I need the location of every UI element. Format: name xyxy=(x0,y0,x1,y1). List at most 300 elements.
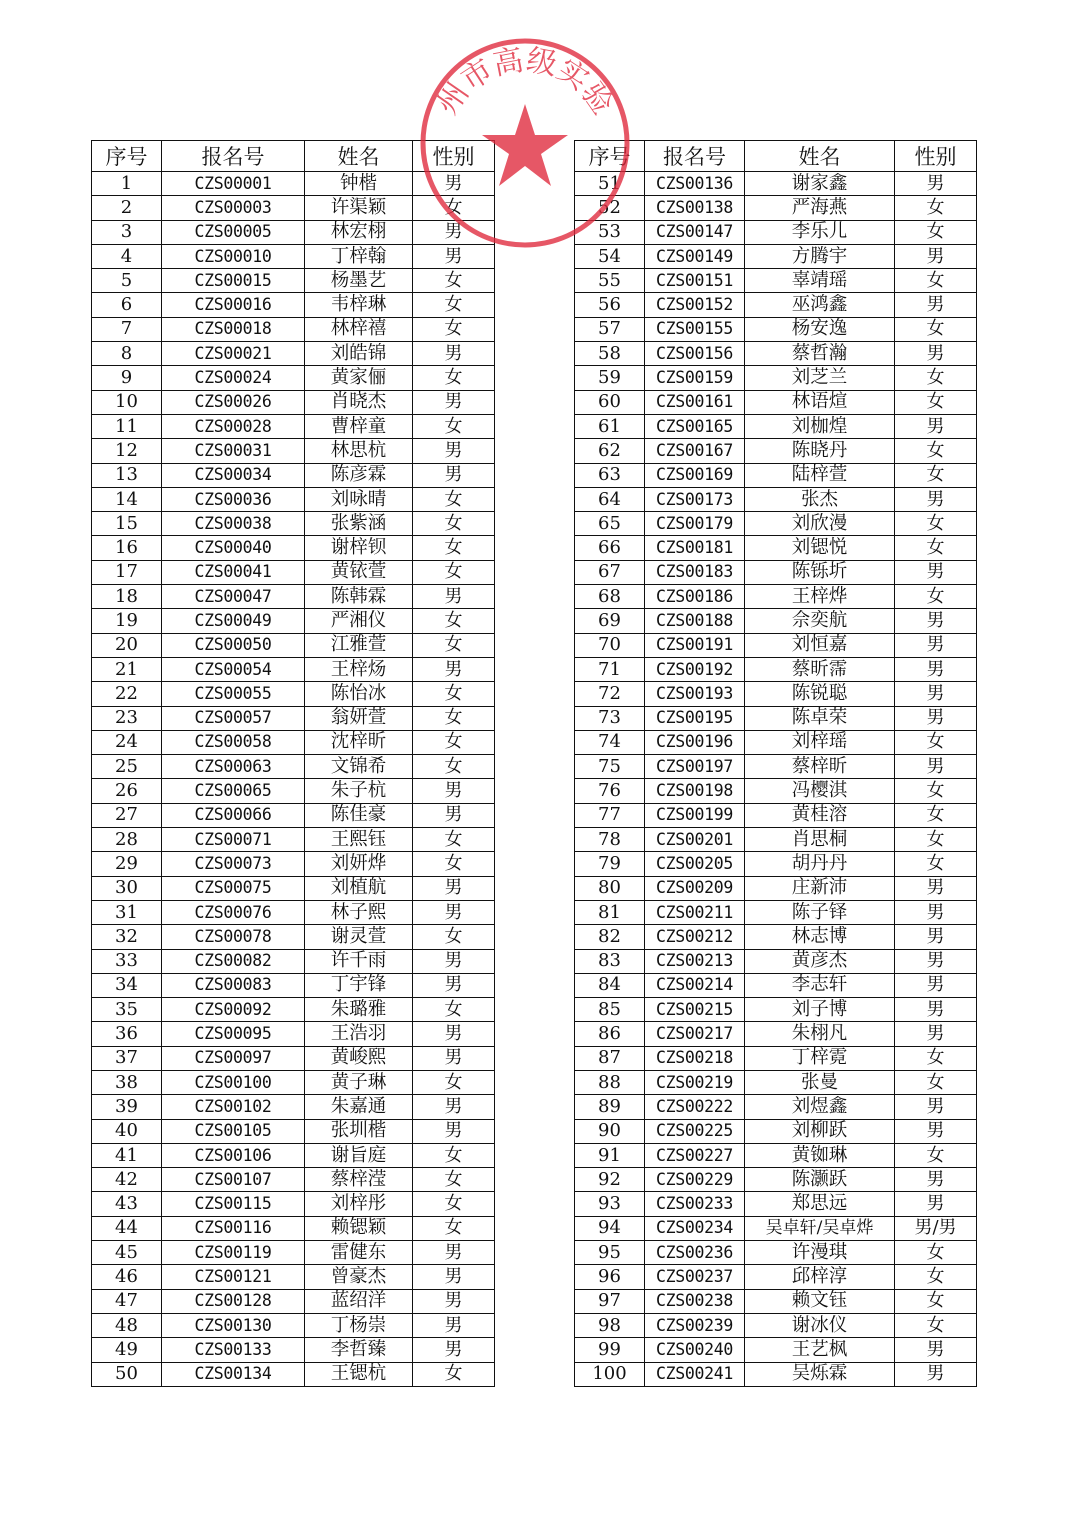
row-index: 24 xyxy=(92,730,162,754)
row-index: 74 xyxy=(575,730,645,754)
row-gender: 女 xyxy=(413,1192,495,1216)
row-index: 72 xyxy=(575,682,645,706)
row-gender: 女 xyxy=(895,779,977,803)
table-row xyxy=(92,730,495,754)
row-registration-no: CZS00097 xyxy=(162,1046,305,1070)
row-gender: 男 xyxy=(895,293,977,317)
row-index: 25 xyxy=(92,755,162,779)
table-row xyxy=(92,560,495,584)
row-gender: 女 xyxy=(413,852,495,876)
row-gender: 男 xyxy=(413,803,495,827)
row-name: 陈晓丹 xyxy=(745,439,895,463)
table-row xyxy=(92,609,495,633)
row-name: 王熙钰 xyxy=(305,828,413,852)
row-name: 林子熙 xyxy=(305,900,413,924)
table-row xyxy=(92,1289,495,1313)
table-row xyxy=(92,973,495,997)
row-index: 88 xyxy=(575,1070,645,1094)
table-row xyxy=(575,779,977,803)
row-index: 85 xyxy=(575,998,645,1022)
row-name: 黄峻熙 xyxy=(305,1046,413,1070)
row-index: 55 xyxy=(575,269,645,293)
row-gender: 女 xyxy=(895,463,977,487)
row-gender: 男 xyxy=(895,998,977,1022)
row-registration-no: CZS00183 xyxy=(645,560,745,584)
row-index: 18 xyxy=(92,585,162,609)
row-gender: 男 xyxy=(895,172,977,196)
row-gender: 女 xyxy=(413,609,495,633)
table-row xyxy=(575,1192,977,1216)
table-row xyxy=(92,317,495,341)
table-row xyxy=(92,1046,495,1070)
row-name: 陈灏跃 xyxy=(745,1168,895,1192)
row-name: 杨安逸 xyxy=(745,317,895,341)
row-name: 肖晓杰 xyxy=(305,390,413,414)
table-row xyxy=(92,342,495,366)
table-row xyxy=(92,196,495,220)
row-gender: 男 xyxy=(895,560,977,584)
row-name: 方腾宇 xyxy=(745,244,895,268)
table-row xyxy=(575,609,977,633)
row-index: 78 xyxy=(575,828,645,852)
table-row xyxy=(92,925,495,949)
row-registration-no: CZS00155 xyxy=(645,317,745,341)
table-row xyxy=(92,682,495,706)
row-name: 严海燕 xyxy=(745,196,895,220)
row-gender: 男 xyxy=(413,973,495,997)
row-registration-no: CZS00134 xyxy=(162,1362,305,1386)
header-gender: 性别 xyxy=(895,141,977,172)
row-gender: 男 xyxy=(895,900,977,924)
row-registration-no: CZS00058 xyxy=(162,730,305,754)
row-name: 韦梓琳 xyxy=(305,293,413,317)
row-registration-no: CZS00105 xyxy=(162,1119,305,1143)
row-registration-no: CZS00116 xyxy=(162,1216,305,1240)
row-name: 谢旨庭 xyxy=(305,1143,413,1167)
row-name: 张曼 xyxy=(745,1070,895,1094)
row-index: 92 xyxy=(575,1168,645,1192)
row-name: 丁梓霓 xyxy=(745,1046,895,1070)
row-index: 81 xyxy=(575,900,645,924)
table-row xyxy=(575,342,977,366)
row-name: 陈卓荣 xyxy=(745,706,895,730)
row-index: 10 xyxy=(92,390,162,414)
table-row xyxy=(575,1022,977,1046)
row-name: 林梓禧 xyxy=(305,317,413,341)
table-row xyxy=(92,1216,495,1240)
row-gender: 女 xyxy=(413,706,495,730)
row-registration-no: CZS00167 xyxy=(645,439,745,463)
row-name: 丁梓翰 xyxy=(305,244,413,268)
table-row xyxy=(575,317,977,341)
row-name: 林志博 xyxy=(745,925,895,949)
table-row xyxy=(575,706,977,730)
row-gender: 女 xyxy=(413,414,495,438)
row-index: 69 xyxy=(575,609,645,633)
row-gender: 女 xyxy=(895,269,977,293)
table-row xyxy=(575,390,977,414)
row-registration-no: CZS00152 xyxy=(645,293,745,317)
row-registration-no: CZS00239 xyxy=(645,1313,745,1337)
row-index: 90 xyxy=(575,1119,645,1143)
table-row xyxy=(575,560,977,584)
row-gender: 男 xyxy=(413,390,495,414)
table-row xyxy=(575,1143,977,1167)
table-row xyxy=(575,682,977,706)
row-registration-no: CZS00151 xyxy=(645,269,745,293)
row-gender: 女 xyxy=(413,536,495,560)
row-registration-no: CZS00193 xyxy=(645,682,745,706)
row-gender: 男 xyxy=(895,657,977,681)
row-registration-no: CZS00225 xyxy=(645,1119,745,1143)
row-index: 50 xyxy=(92,1362,162,1386)
row-registration-no: CZS00003 xyxy=(162,196,305,220)
row-registration-no: CZS00107 xyxy=(162,1168,305,1192)
table-row xyxy=(575,172,977,196)
row-gender: 男 xyxy=(895,1192,977,1216)
row-name: 刘锶悦 xyxy=(745,536,895,560)
table-row xyxy=(575,876,977,900)
row-index: 58 xyxy=(575,342,645,366)
row-name: 蔡哲瀚 xyxy=(745,342,895,366)
row-index: 37 xyxy=(92,1046,162,1070)
row-registration-no: CZS00219 xyxy=(645,1070,745,1094)
row-index: 98 xyxy=(575,1313,645,1337)
row-registration-no: CZS00161 xyxy=(645,390,745,414)
row-gender: 女 xyxy=(413,925,495,949)
row-registration-no: CZS00128 xyxy=(162,1289,305,1313)
row-name: 刘咏晴 xyxy=(305,487,413,511)
row-gender: 女 xyxy=(895,366,977,390)
table-row xyxy=(92,1313,495,1337)
row-gender: 男 xyxy=(895,925,977,949)
row-index: 30 xyxy=(92,876,162,900)
row-name: 张杰 xyxy=(745,487,895,511)
table-row xyxy=(92,269,495,293)
row-registration-no: CZS00015 xyxy=(162,269,305,293)
table-row xyxy=(575,1265,977,1289)
row-registration-no: CZS00199 xyxy=(645,803,745,827)
table-row xyxy=(575,949,977,973)
row-index: 77 xyxy=(575,803,645,827)
row-gender: 男 xyxy=(413,876,495,900)
header-gender: 性别 xyxy=(413,141,495,172)
row-name: 刘柳跃 xyxy=(745,1119,895,1143)
table-row xyxy=(92,1338,495,1362)
row-name: 黄子琳 xyxy=(305,1070,413,1094)
table-row xyxy=(92,755,495,779)
row-index: 7 xyxy=(92,317,162,341)
row-name: 刘芝兰 xyxy=(745,366,895,390)
row-name: 黄桂溶 xyxy=(745,803,895,827)
row-index: 16 xyxy=(92,536,162,560)
row-registration-no: CZS00071 xyxy=(162,828,305,852)
row-name: 刘恒嘉 xyxy=(745,633,895,657)
row-gender: 女 xyxy=(895,1070,977,1094)
row-gender: 女 xyxy=(895,390,977,414)
table-row xyxy=(92,439,495,463)
table-row xyxy=(575,1216,977,1240)
table-row xyxy=(575,973,977,997)
row-name: 林语煊 xyxy=(745,390,895,414)
table-row xyxy=(92,1095,495,1119)
row-index: 1 xyxy=(92,172,162,196)
table-row xyxy=(575,900,977,924)
row-index: 62 xyxy=(575,439,645,463)
row-registration-no: CZS00021 xyxy=(162,342,305,366)
row-name: 许漫琪 xyxy=(745,1241,895,1265)
row-registration-no: CZS00136 xyxy=(645,172,745,196)
row-registration-no: CZS00092 xyxy=(162,998,305,1022)
row-gender: 女 xyxy=(895,220,977,244)
row-index: 46 xyxy=(92,1265,162,1289)
row-registration-no: CZS00041 xyxy=(162,560,305,584)
row-registration-no: CZS00102 xyxy=(162,1095,305,1119)
row-registration-no: CZS00031 xyxy=(162,439,305,463)
row-gender: 女 xyxy=(413,1143,495,1167)
row-name: 朱嘉通 xyxy=(305,1095,413,1119)
row-registration-no: CZS00156 xyxy=(645,342,745,366)
row-index: 71 xyxy=(575,657,645,681)
table-row xyxy=(92,1119,495,1143)
row-index: 11 xyxy=(92,414,162,438)
row-index: 23 xyxy=(92,706,162,730)
table-row xyxy=(92,487,495,511)
row-index: 68 xyxy=(575,585,645,609)
row-index: 64 xyxy=(575,487,645,511)
row-name: 杨墨艺 xyxy=(305,269,413,293)
row-name: 佘奕航 xyxy=(745,609,895,633)
row-registration-no: CZS00073 xyxy=(162,852,305,876)
row-gender: 男 xyxy=(895,973,977,997)
row-gender: 女 xyxy=(413,512,495,536)
row-name: 王锶杭 xyxy=(305,1362,413,1386)
row-registration-no: CZS00233 xyxy=(645,1192,745,1216)
table-row xyxy=(92,244,495,268)
row-index: 60 xyxy=(575,390,645,414)
row-index: 82 xyxy=(575,925,645,949)
row-registration-no: CZS00130 xyxy=(162,1313,305,1337)
row-index: 65 xyxy=(575,512,645,536)
registration-table-left xyxy=(91,140,495,1387)
row-index: 87 xyxy=(575,1046,645,1070)
row-gender: 女 xyxy=(413,366,495,390)
row-registration-no: CZS00173 xyxy=(645,487,745,511)
row-registration-no: CZS00095 xyxy=(162,1022,305,1046)
row-gender: 男 xyxy=(895,1119,977,1143)
row-index: 33 xyxy=(92,949,162,973)
row-registration-no: CZS00186 xyxy=(645,585,745,609)
row-gender: 男 xyxy=(413,1046,495,1070)
row-registration-no: CZS00115 xyxy=(162,1192,305,1216)
row-index: 95 xyxy=(575,1241,645,1265)
row-index: 13 xyxy=(92,463,162,487)
table-row xyxy=(575,439,977,463)
row-registration-no: CZS00198 xyxy=(645,779,745,803)
row-registration-no: CZS00237 xyxy=(645,1265,745,1289)
row-index: 75 xyxy=(575,755,645,779)
table-row xyxy=(92,1192,495,1216)
row-name: 刘妍烨 xyxy=(305,852,413,876)
row-name: 谢灵萱 xyxy=(305,925,413,949)
table-row xyxy=(575,925,977,949)
row-index: 26 xyxy=(92,779,162,803)
row-gender: 男 xyxy=(413,779,495,803)
row-name: 谢冰仪 xyxy=(745,1313,895,1337)
row-gender: 女 xyxy=(413,998,495,1022)
table-row xyxy=(92,633,495,657)
table-row xyxy=(92,1143,495,1167)
row-name: 蔡昕霈 xyxy=(745,657,895,681)
row-name: 陈彦霖 xyxy=(305,463,413,487)
table-row xyxy=(92,1070,495,1094)
row-gender: 女 xyxy=(895,585,977,609)
row-name: 朱子杭 xyxy=(305,779,413,803)
row-registration-no: CZS00119 xyxy=(162,1241,305,1265)
row-name: 雷健东 xyxy=(305,1241,413,1265)
table-row xyxy=(92,1362,495,1386)
row-name: 胡丹丹 xyxy=(745,852,895,876)
registration-table-right xyxy=(574,140,977,1387)
row-registration-no: CZS00214 xyxy=(645,973,745,997)
row-gender: 男 xyxy=(895,609,977,633)
row-gender: 男 xyxy=(895,342,977,366)
row-index: 14 xyxy=(92,487,162,511)
table-row xyxy=(575,366,977,390)
table-row xyxy=(92,1241,495,1265)
row-name: 黄铱萱 xyxy=(305,560,413,584)
row-registration-no: CZS00038 xyxy=(162,512,305,536)
row-gender: 女 xyxy=(413,828,495,852)
table-row xyxy=(92,949,495,973)
row-name: 王艺枫 xyxy=(745,1338,895,1362)
row-name: 张圳楷 xyxy=(305,1119,413,1143)
row-registration-no: CZS00149 xyxy=(645,244,745,268)
row-gender: 女 xyxy=(895,1143,977,1167)
row-gender: 男 xyxy=(413,1119,495,1143)
row-name: 刘植航 xyxy=(305,876,413,900)
row-registration-no: CZS00066 xyxy=(162,803,305,827)
row-registration-no: CZS00222 xyxy=(645,1095,745,1119)
row-registration-no: CZS00063 xyxy=(162,755,305,779)
row-gender: 男 xyxy=(413,244,495,268)
row-registration-no: CZS00217 xyxy=(645,1022,745,1046)
row-name: 王梓炀 xyxy=(305,657,413,681)
row-index: 99 xyxy=(575,1338,645,1362)
row-index: 47 xyxy=(92,1289,162,1313)
row-name: 肖思桐 xyxy=(745,828,895,852)
row-registration-no: CZS00213 xyxy=(645,949,745,973)
table-row xyxy=(575,828,977,852)
row-gender: 女 xyxy=(413,317,495,341)
header-index: 序号 xyxy=(575,141,645,172)
header-name: 姓名 xyxy=(745,141,895,172)
table-row xyxy=(92,293,495,317)
row-gender: 女 xyxy=(895,803,977,827)
row-index: 29 xyxy=(92,852,162,876)
table-row xyxy=(92,172,495,196)
row-index: 28 xyxy=(92,828,162,852)
row-index: 5 xyxy=(92,269,162,293)
row-gender: 女 xyxy=(895,196,977,220)
row-gender: 男 xyxy=(413,657,495,681)
row-registration-no: CZS00057 xyxy=(162,706,305,730)
row-index: 44 xyxy=(92,1216,162,1240)
row-name: 李志轩 xyxy=(745,973,895,997)
row-name: 蔡梓昕 xyxy=(745,755,895,779)
row-gender: 女 xyxy=(413,1362,495,1386)
row-registration-no: CZS00138 xyxy=(645,196,745,220)
row-name: 巫鸿鑫 xyxy=(745,293,895,317)
row-gender: 女 xyxy=(413,1216,495,1240)
row-name: 黄彦杰 xyxy=(745,949,895,973)
row-name: 吴烁霖 xyxy=(745,1362,895,1386)
row-gender: 男 xyxy=(413,463,495,487)
row-gender: 女 xyxy=(413,755,495,779)
row-gender: 男 xyxy=(413,220,495,244)
row-name: 刘枷煌 xyxy=(745,414,895,438)
row-registration-no: CZS00196 xyxy=(645,730,745,754)
row-index: 31 xyxy=(92,900,162,924)
row-gender: 女 xyxy=(413,269,495,293)
table-row xyxy=(92,657,495,681)
table-header-row xyxy=(575,141,977,172)
row-registration-no: CZS00197 xyxy=(645,755,745,779)
row-index: 9 xyxy=(92,366,162,390)
row-name: 沈梓昕 xyxy=(305,730,413,754)
row-name: 刘梓瑶 xyxy=(745,730,895,754)
table-row xyxy=(575,585,977,609)
row-index: 73 xyxy=(575,706,645,730)
row-gender: 男 xyxy=(895,1338,977,1362)
row-gender: 男 xyxy=(413,585,495,609)
row-name: 张紫涵 xyxy=(305,512,413,536)
row-registration-no: CZS00047 xyxy=(162,585,305,609)
row-name: 翁妍萱 xyxy=(305,706,413,730)
row-index: 94 xyxy=(575,1216,645,1240)
table-row xyxy=(92,852,495,876)
row-index: 40 xyxy=(92,1119,162,1143)
row-gender: 男 xyxy=(895,755,977,779)
row-index: 3 xyxy=(92,220,162,244)
row-registration-no: CZS00049 xyxy=(162,609,305,633)
table-row xyxy=(575,1070,977,1094)
row-gender: 男 xyxy=(895,487,977,511)
table-row xyxy=(92,998,495,1022)
row-registration-no: CZS00083 xyxy=(162,973,305,997)
row-name: 辜靖瑶 xyxy=(745,269,895,293)
row-name: 丁宇锋 xyxy=(305,973,413,997)
table-row xyxy=(92,1022,495,1046)
table-row xyxy=(92,779,495,803)
row-gender: 女 xyxy=(413,560,495,584)
row-registration-no: CZS00229 xyxy=(645,1168,745,1192)
row-index: 79 xyxy=(575,852,645,876)
row-name: 郑思远 xyxy=(745,1192,895,1216)
row-index: 42 xyxy=(92,1168,162,1192)
row-name: 林宏栩 xyxy=(305,220,413,244)
row-registration-no: CZS00179 xyxy=(645,512,745,536)
row-registration-no: CZS00211 xyxy=(645,900,745,924)
table-row xyxy=(575,1119,977,1143)
row-registration-no: CZS00227 xyxy=(645,1143,745,1167)
row-index: 21 xyxy=(92,657,162,681)
row-registration-no: CZS00028 xyxy=(162,414,305,438)
row-index: 36 xyxy=(92,1022,162,1046)
row-gender: 男 xyxy=(413,439,495,463)
table-row xyxy=(575,1338,977,1362)
row-gender: 男 xyxy=(895,876,977,900)
